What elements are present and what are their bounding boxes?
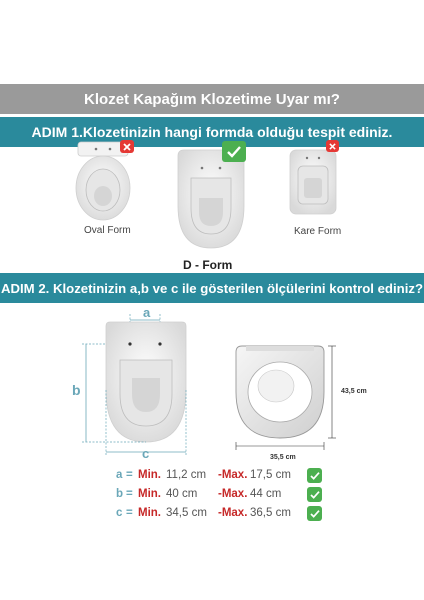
spec-b-max-label: -Max.	[218, 488, 248, 500]
square-toilet-image	[288, 148, 338, 216]
spec-a-max-value: 17,5 cm	[250, 469, 291, 481]
square-form-cross-icon	[326, 140, 339, 152]
spec-c-max-label: -Max.	[218, 507, 248, 519]
seat-length-measure: 43,5 cm	[341, 388, 367, 395]
step1-banner	[0, 117, 424, 147]
header-banner	[0, 84, 424, 114]
spec-c-equals: =	[126, 507, 133, 519]
spec-a-min-value: 11,2 cm	[166, 469, 207, 481]
spec-a-equals: =	[126, 469, 133, 481]
spec-c-check-icon	[307, 506, 322, 521]
oval-form-cross-icon	[120, 140, 134, 153]
measured-toilet-image	[76, 310, 206, 460]
spec-row-a	[0, 467, 424, 485]
spec-c-max-value: 36,5 cm	[250, 507, 291, 519]
spec-b-equals: =	[126, 488, 133, 500]
oval-form-label: Oval Form	[84, 225, 131, 236]
spec-b-letter: b	[116, 488, 124, 500]
spec-c-letter: c	[116, 507, 123, 519]
spec-b-min-value: 40 cm	[166, 488, 198, 500]
spec-b-min-label: Min.	[138, 488, 161, 500]
spec-a-check-icon	[307, 468, 322, 483]
d-form-label: D - Form	[183, 258, 233, 272]
spec-row-c	[0, 505, 424, 523]
d-form-check-icon	[222, 141, 246, 162]
header-title: Klozet Kapağım Klozetime Uyar mı?	[84, 90, 340, 108]
spec-a-letter: a	[116, 469, 123, 481]
square-form-label: Kare Form	[294, 226, 342, 237]
dimension-a-label: a	[143, 305, 151, 320]
spec-a-max-label: -Max.	[218, 469, 248, 481]
spec-c-min-value: 34,5 cm	[166, 507, 207, 519]
spec-a-min-label: Min.	[138, 469, 161, 481]
spec-b-check-icon	[307, 487, 322, 502]
dimension-c-label: c	[142, 446, 150, 461]
d-form-toilet-image	[175, 148, 247, 252]
spec-c-min-label: Min.	[138, 507, 161, 519]
step1-title: ADIM 1.Klozetinizin hangi formda olduğu tespit ediniz.	[31, 124, 393, 140]
step2-banner	[0, 273, 424, 303]
step2-title: ADIM 2. Klozetinizin a,b ve c ile gösterilen ölçülerini kontrol ediniz?	[0, 280, 424, 296]
toilet-seat-image	[228, 342, 338, 454]
spec-b-max-value: 44 cm	[250, 488, 282, 500]
spec-row-b	[0, 486, 424, 504]
dimension-b-label: b	[72, 382, 81, 398]
seat-width-measure: 35,5 cm	[270, 454, 296, 461]
